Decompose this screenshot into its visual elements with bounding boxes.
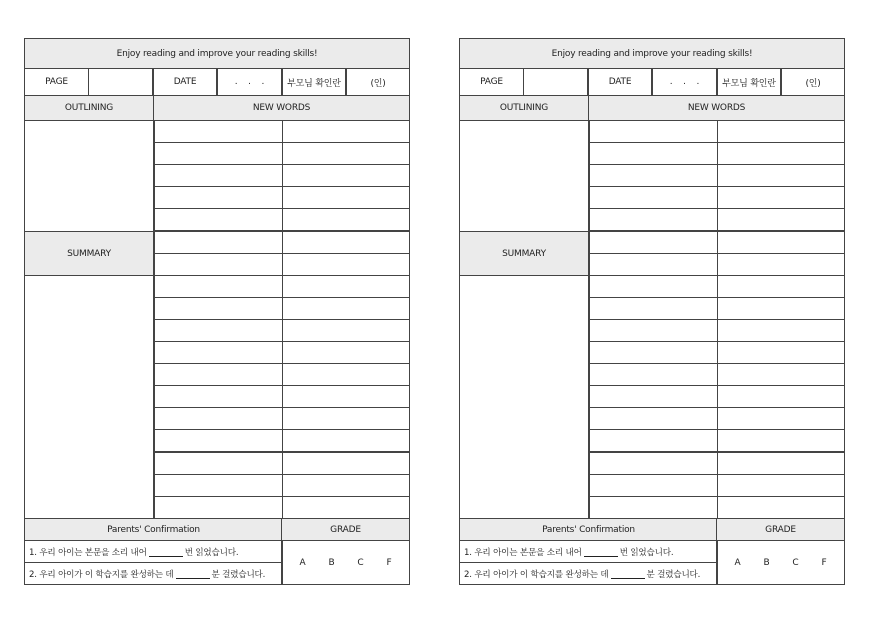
- grade-option-b[interactable]: B: [328, 557, 335, 568]
- parents-confirmation-header: Parents' Confirmation: [24, 518, 283, 541]
- date-field[interactable]: [652, 68, 717, 96]
- new-word-cell[interactable]: [154, 253, 283, 276]
- confirmation-line-2-text: 2. 우리 아이가 이 학습지를 완성하는 데: [29, 569, 174, 580]
- new-word-cell[interactable]: [282, 452, 410, 475]
- page-label: PAGE: [24, 68, 89, 96]
- parents-confirmation-header: Parents' Confirmation: [459, 518, 718, 541]
- banner-title: Enjoy reading and improve your reading skills!: [24, 38, 410, 69]
- grade-option-a[interactable]: A: [299, 557, 306, 568]
- new-word-cell[interactable]: [589, 208, 718, 231]
- new-word-cell[interactable]: [717, 297, 845, 320]
- new-word-cell[interactable]: [589, 452, 718, 475]
- minutes-blank[interactable]: [611, 569, 645, 579]
- page-field[interactable]: [523, 68, 588, 96]
- new-word-cell[interactable]: [154, 142, 283, 165]
- new-word-cell[interactable]: [282, 297, 410, 320]
- new-word-cell[interactable]: [589, 319, 718, 342]
- new-word-cell[interactable]: [717, 319, 845, 342]
- grade-header: GRADE: [281, 518, 410, 541]
- new-word-cell[interactable]: [717, 363, 845, 386]
- confirmation-line-1-text: 1. 우리 아이는 본문을 소리 내어: [464, 547, 582, 558]
- new-word-cell[interactable]: [717, 164, 845, 187]
- new-word-cell[interactable]: [154, 164, 283, 187]
- new-word-cell[interactable]: [589, 142, 718, 165]
- new-word-cell[interactable]: [717, 253, 845, 276]
- outlining-header: OUTLINING: [459, 95, 589, 121]
- new-word-cell[interactable]: [282, 253, 410, 276]
- new-word-cell[interactable]: [589, 474, 718, 497]
- confirmation-line-1: [459, 540, 718, 563]
- read-count-blank[interactable]: [149, 547, 183, 557]
- date-dot: .: [669, 77, 673, 87]
- new-word-cell[interactable]: [717, 407, 845, 430]
- new-word-cell[interactable]: [154, 231, 283, 254]
- date-label: DATE: [153, 68, 217, 96]
- new-word-cell[interactable]: [717, 231, 845, 254]
- new-word-cell[interactable]: [717, 429, 845, 452]
- page-field[interactable]: [88, 68, 153, 96]
- date-label: DATE: [588, 68, 652, 96]
- new-word-cell[interactable]: [589, 186, 718, 209]
- banner-title: Enjoy reading and improve your reading skills!: [459, 38, 845, 69]
- grade-option-a[interactable]: A: [734, 557, 741, 568]
- grade-options: [281, 540, 410, 585]
- confirmation-line-1-suffix: 번 읽었습니다.: [184, 547, 239, 558]
- parent-check-label: 부모님 확인란: [282, 68, 346, 96]
- date-dot: .: [696, 77, 700, 87]
- new-word-cell[interactable]: [589, 385, 718, 408]
- parent-seal-field[interactable]: (인): [781, 68, 845, 96]
- new-word-cell[interactable]: [154, 319, 283, 342]
- confirmation-line-1: [24, 540, 283, 563]
- new-word-cell[interactable]: [589, 253, 718, 276]
- date-dot: .: [683, 77, 686, 87]
- new-word-cell[interactable]: [589, 164, 718, 187]
- new-word-cell[interactable]: [282, 363, 410, 386]
- parent-seal-field[interactable]: (인): [346, 68, 410, 96]
- page-label: PAGE: [459, 68, 524, 96]
- new-word-cell[interactable]: [717, 120, 845, 143]
- new-word-cell[interactable]: [717, 341, 845, 364]
- grade-header: GRADE: [716, 518, 845, 541]
- confirmation-line-2-suffix: 분 걸렸습니다.: [646, 569, 701, 580]
- new-word-cell[interactable]: [589, 341, 718, 364]
- new-word-cell[interactable]: [717, 385, 845, 408]
- new-word-cell[interactable]: [154, 363, 283, 386]
- grade-option-c[interactable]: C: [357, 557, 364, 568]
- new-word-cell[interactable]: [282, 120, 410, 143]
- new-word-cell[interactable]: [717, 474, 845, 497]
- new-word-cell[interactable]: [154, 496, 283, 519]
- new-word-cell[interactable]: [282, 385, 410, 408]
- new-word-cell[interactable]: [282, 341, 410, 364]
- new-word-cell[interactable]: [154, 452, 283, 475]
- grade-options: [716, 540, 845, 585]
- new-word-cell[interactable]: [589, 363, 718, 386]
- new-word-cell[interactable]: [282, 208, 410, 231]
- new-word-cell[interactable]: [154, 385, 283, 408]
- new-word-cell[interactable]: [282, 496, 410, 519]
- new-word-cell[interactable]: [282, 474, 410, 497]
- read-count-blank[interactable]: [584, 547, 618, 557]
- new-word-cell[interactable]: [282, 164, 410, 187]
- confirmation-line-2-suffix: 분 걸렸습니다.: [211, 569, 266, 580]
- new-word-cell[interactable]: [589, 297, 718, 320]
- new-word-cell[interactable]: [717, 208, 845, 231]
- new-word-cell[interactable]: [154, 429, 283, 452]
- new-word-cell[interactable]: [717, 275, 845, 298]
- minutes-blank[interactable]: [176, 569, 210, 579]
- new-word-cell[interactable]: [282, 186, 410, 209]
- new-word-cell[interactable]: [282, 231, 410, 254]
- summary-header: SUMMARY: [459, 231, 589, 276]
- worksheet-right: [459, 38, 845, 586]
- confirmation-line-2: [459, 562, 718, 585]
- new-word-cell[interactable]: [589, 231, 718, 254]
- new-word-cell[interactable]: [589, 429, 718, 452]
- confirmation-line-1-text: 1. 우리 아이는 본문을 소리 내어: [29, 547, 147, 558]
- new-word-cell[interactable]: [589, 275, 718, 298]
- summary-area[interactable]: [24, 275, 154, 519]
- confirmation-line-2-text: 2. 우리 아이가 이 학습지를 완성하는 데: [464, 569, 609, 580]
- grade-option-f[interactable]: F: [821, 557, 827, 568]
- parent-check-label: 부모님 확인란: [717, 68, 781, 96]
- new-word-cell[interactable]: [154, 275, 283, 298]
- new-word-cell[interactable]: [154, 407, 283, 430]
- new-words-header: NEW WORDS: [153, 95, 410, 121]
- outlining-area[interactable]: [459, 120, 589, 232]
- new-word-cell[interactable]: [589, 407, 718, 430]
- date-field[interactable]: [217, 68, 282, 96]
- new-word-cell[interactable]: [589, 120, 718, 143]
- new-word-cell[interactable]: [154, 120, 283, 143]
- new-word-cell[interactable]: [154, 208, 283, 231]
- date-dot: .: [234, 77, 238, 87]
- date-dot: .: [248, 77, 251, 87]
- outlining-area[interactable]: [24, 120, 154, 232]
- new-word-cell[interactable]: [717, 496, 845, 519]
- summary-header: SUMMARY: [24, 231, 154, 276]
- new-word-cell[interactable]: [717, 452, 845, 475]
- new-word-cell[interactable]: [154, 474, 283, 497]
- confirmation-line-2: [24, 562, 283, 585]
- new-word-cell[interactable]: [154, 341, 283, 364]
- confirmation-line-1-suffix: 번 읽었습니다.: [619, 547, 674, 558]
- new-word-cell[interactable]: [589, 496, 718, 519]
- grade-option-b[interactable]: B: [763, 557, 770, 568]
- new-word-cell[interactable]: [282, 319, 410, 342]
- grade-option-c[interactable]: C: [792, 557, 799, 568]
- new-word-cell[interactable]: [154, 297, 283, 320]
- summary-area[interactable]: [459, 275, 589, 519]
- new-words-header: NEW WORDS: [588, 95, 845, 121]
- worksheet-left: [24, 38, 410, 586]
- new-word-cell[interactable]: [282, 407, 410, 430]
- new-word-cell[interactable]: [717, 142, 845, 165]
- new-word-cell[interactable]: [282, 275, 410, 298]
- grade-option-f[interactable]: F: [386, 557, 392, 568]
- new-word-cell[interactable]: [282, 429, 410, 452]
- new-word-cell[interactable]: [282, 142, 410, 165]
- new-word-cell[interactable]: [717, 186, 845, 209]
- date-dot: .: [261, 77, 265, 87]
- new-word-cell[interactable]: [154, 186, 283, 209]
- outlining-header: OUTLINING: [24, 95, 154, 121]
